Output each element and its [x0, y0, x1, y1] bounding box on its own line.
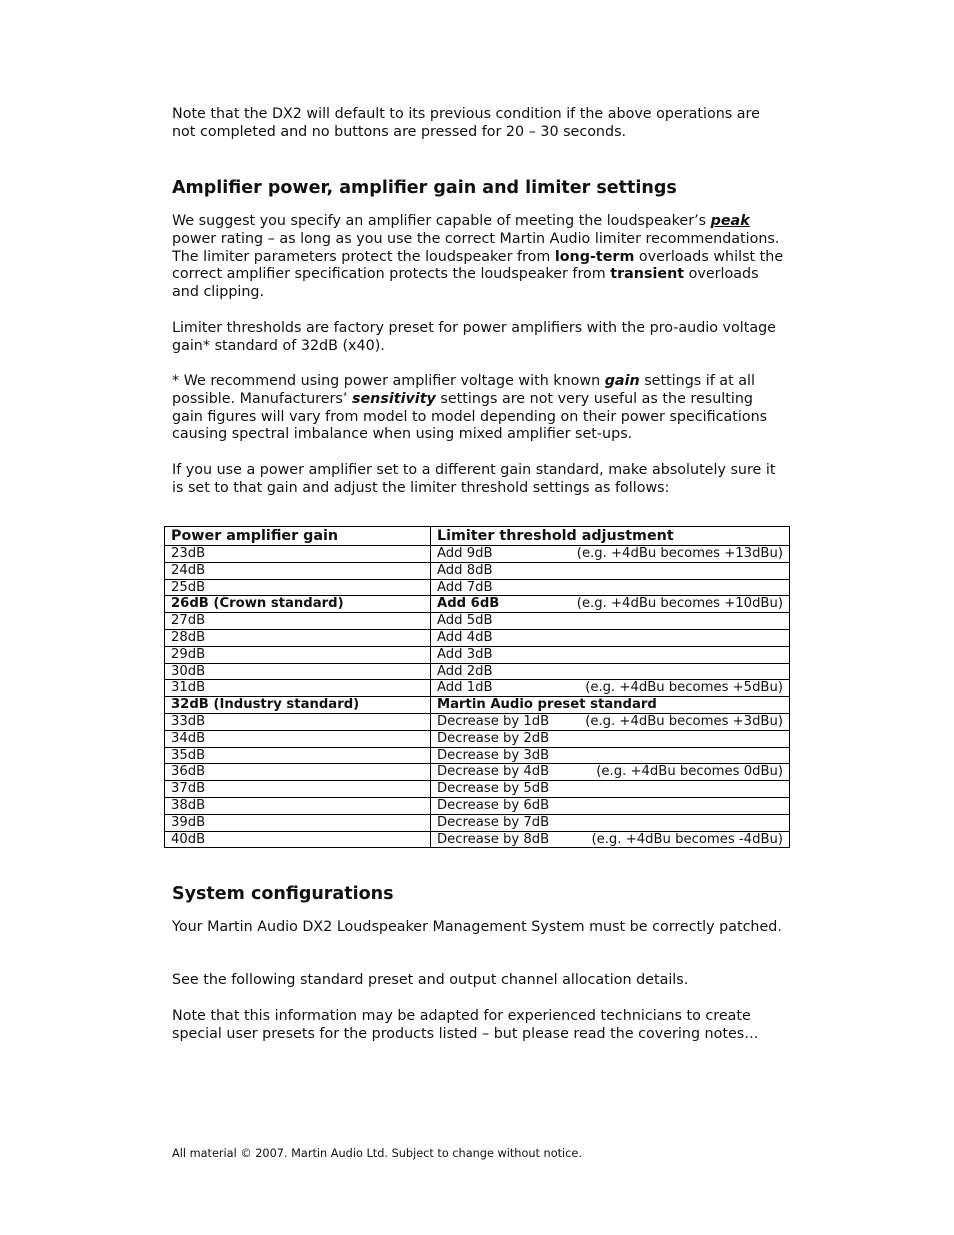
table-row — [165, 781, 790, 798]
gain-cell: 40dB — [165, 831, 431, 848]
table-row — [165, 562, 790, 579]
adjustment-value: Decrease by 6dB — [437, 797, 550, 813]
adjustment-value: Add 3dB — [437, 646, 493, 662]
peak-emphasis: peak — [710, 213, 750, 229]
table-row — [165, 764, 790, 781]
section-heading-system-configurations: System configurations — [172, 884, 394, 904]
gain-cell: 30dB — [165, 663, 431, 680]
amplifier-paragraph-2: Limiter thresholds are factory preset for power amplifiers with the pro-audio voltage gain* standard of 32dB (x40). — [172, 320, 776, 354]
adjustment-value: Decrease by 3dB — [437, 747, 550, 763]
example-note: (e.g. +4dBu becomes -4dBu) — [591, 831, 783, 847]
gain-cell: 39dB — [165, 814, 431, 831]
table-row — [165, 797, 790, 814]
table-row — [165, 697, 790, 714]
amplifier-paragraph-3: * We recommend using power amplifier voltage with known gain settings if at all possible. Manufacturers’ sensitivity settings are not very useful as the resulting gain figures will vary from model to model depending on their power specifications causing spectral imbalance when using mixed amplifier set-ups. — [172, 373, 768, 443]
table-row — [165, 663, 790, 680]
amplifier-paragraph-4: If you use a power amplifier set to a different gain standard, make absolutely sure it is set to that gain and adjust the limiter threshold settings as follows: — [172, 462, 776, 496]
gain-cell: 32dB (Industry standard) — [165, 697, 431, 714]
adjustment-cell — [431, 680, 790, 697]
adjustment-value: Decrease by 7dB — [437, 814, 550, 830]
gain-cell: 27dB — [165, 613, 431, 630]
gain-cell: 23dB — [165, 546, 431, 563]
gain-cell: 37dB — [165, 781, 431, 798]
header-limiter-threshold-adjustment: Limiter threshold adjustment — [431, 527, 790, 546]
adjustment-value: Decrease by 1dB — [437, 713, 550, 729]
adjustment-value: Add 5dB — [437, 613, 493, 629]
adjustment-cell — [431, 646, 790, 663]
copyright-footer: All material © 2007. Martin Audio Ltd. Subject to change without notice. — [172, 1147, 582, 1160]
adjustment-value: Add 7dB — [437, 579, 493, 595]
adjustment-value: Add 8dB — [437, 562, 493, 578]
gain-cell: 26dB (Crown standard) — [165, 596, 431, 613]
adjustment-cell — [431, 562, 790, 579]
gain-cell: 28dB — [165, 629, 431, 646]
adjustment-cell — [431, 747, 790, 764]
example-note: (e.g. +4dBu becomes +3dBu) — [585, 713, 783, 729]
adjustment-cell — [431, 814, 790, 831]
adjustment-cell — [431, 629, 790, 646]
adjustment-cell — [431, 613, 790, 630]
adjustment-value: Add 1dB — [437, 680, 493, 696]
system-paragraph-3: Note that this information may be adapted for experienced technicians to create special user presets for the products listed – but please read the covering notes… — [172, 1008, 759, 1042]
adjustment-cell — [431, 764, 790, 781]
table-row — [165, 680, 790, 697]
header-power-amplifier-gain: Power amplifier gain — [165, 527, 431, 546]
adjustment-cell — [431, 596, 790, 613]
table-row — [165, 629, 790, 646]
adjustment-value: Add 9dB — [437, 546, 493, 561]
adjustment-cell — [431, 546, 790, 563]
adjustment-value: Decrease by 4dB — [437, 764, 550, 780]
adjustment-cell — [431, 797, 790, 814]
table-row — [165, 546, 790, 563]
gain-cell: 33dB — [165, 713, 431, 730]
transient-emphasis: transient — [610, 266, 685, 283]
amplifier-paragraph-1: We suggest you specify an amplifier capable of meeting the loudspeaker’s peak power rating – as long as you use the correct Martin Audio limiter recommendations. The limiter parameters protect the loudspeaker from long-term overloads whilst the correct amplifier specification protects the loudspeaker from transient overloads and clipping. — [172, 213, 784, 301]
example-note: (e.g. +4dBu becomes +10dBu) — [576, 596, 783, 612]
adjustment-cell — [431, 713, 790, 730]
table-row — [165, 713, 790, 730]
adjustment-value: Add 2dB — [437, 663, 493, 679]
adjustment-value: Add 4dB — [437, 629, 493, 645]
adjustment-cell — [431, 831, 790, 848]
table-row — [165, 646, 790, 663]
table-row — [165, 747, 790, 764]
table-row — [165, 579, 790, 596]
adjustment-cell — [431, 579, 790, 596]
gain-cell: 34dB — [165, 730, 431, 747]
intro-note: Note that the DX2 will default to its previous condition if the above operations are not completed and no buttons are pressed for 20 – 30 seconds. — [172, 106, 760, 140]
adjustment-value: Decrease by 5dB — [437, 781, 550, 797]
gain-cell: 35dB — [165, 747, 431, 764]
adjustment-value: Martin Audio preset standard — [437, 697, 657, 713]
adjustment-value: Decrease by 2dB — [437, 730, 550, 746]
gain-cell: 29dB — [165, 646, 431, 663]
adjustment-cell — [431, 730, 790, 747]
gain-cell: 36dB — [165, 764, 431, 781]
gain-cell: 31dB — [165, 680, 431, 697]
system-paragraph-1: Your Martin Audio DX2 Loudspeaker Management System must be correctly patched. — [172, 919, 782, 935]
sensitivity-emphasis: sensitivity — [351, 390, 436, 407]
table-row — [165, 831, 790, 848]
example-note: (e.g. +4dBu becomes +5dBu) — [585, 680, 783, 696]
table-row — [165, 596, 790, 613]
adjustment-value: Add 6dB — [437, 596, 500, 612]
example-note: (e.g. +4dBu becomes +13dBu) — [576, 546, 783, 561]
adjustment-cell — [431, 697, 790, 714]
adjustment-cell — [431, 781, 790, 798]
table-row — [165, 730, 790, 747]
gain-emphasis: gain — [604, 373, 640, 389]
gain-cell: 24dB — [165, 562, 431, 579]
section-heading-amplifier: Amplifier power, amplifier gain and limiter settings — [172, 178, 677, 198]
example-note: (e.g. +4dBu becomes 0dBu) — [596, 764, 783, 780]
system-paragraph-2: See the following standard preset and output channel allocation details. — [172, 972, 689, 988]
limiter-threshold-table — [164, 526, 790, 848]
gain-cell: 38dB — [165, 797, 431, 814]
table-row — [165, 613, 790, 630]
table-header-row — [165, 527, 790, 546]
long-term-emphasis: long-term — [554, 248, 635, 265]
gain-cell: 25dB — [165, 579, 431, 596]
table-row — [165, 814, 790, 831]
adjustment-value: Decrease by 8dB — [437, 831, 550, 847]
adjustment-cell — [431, 663, 790, 680]
